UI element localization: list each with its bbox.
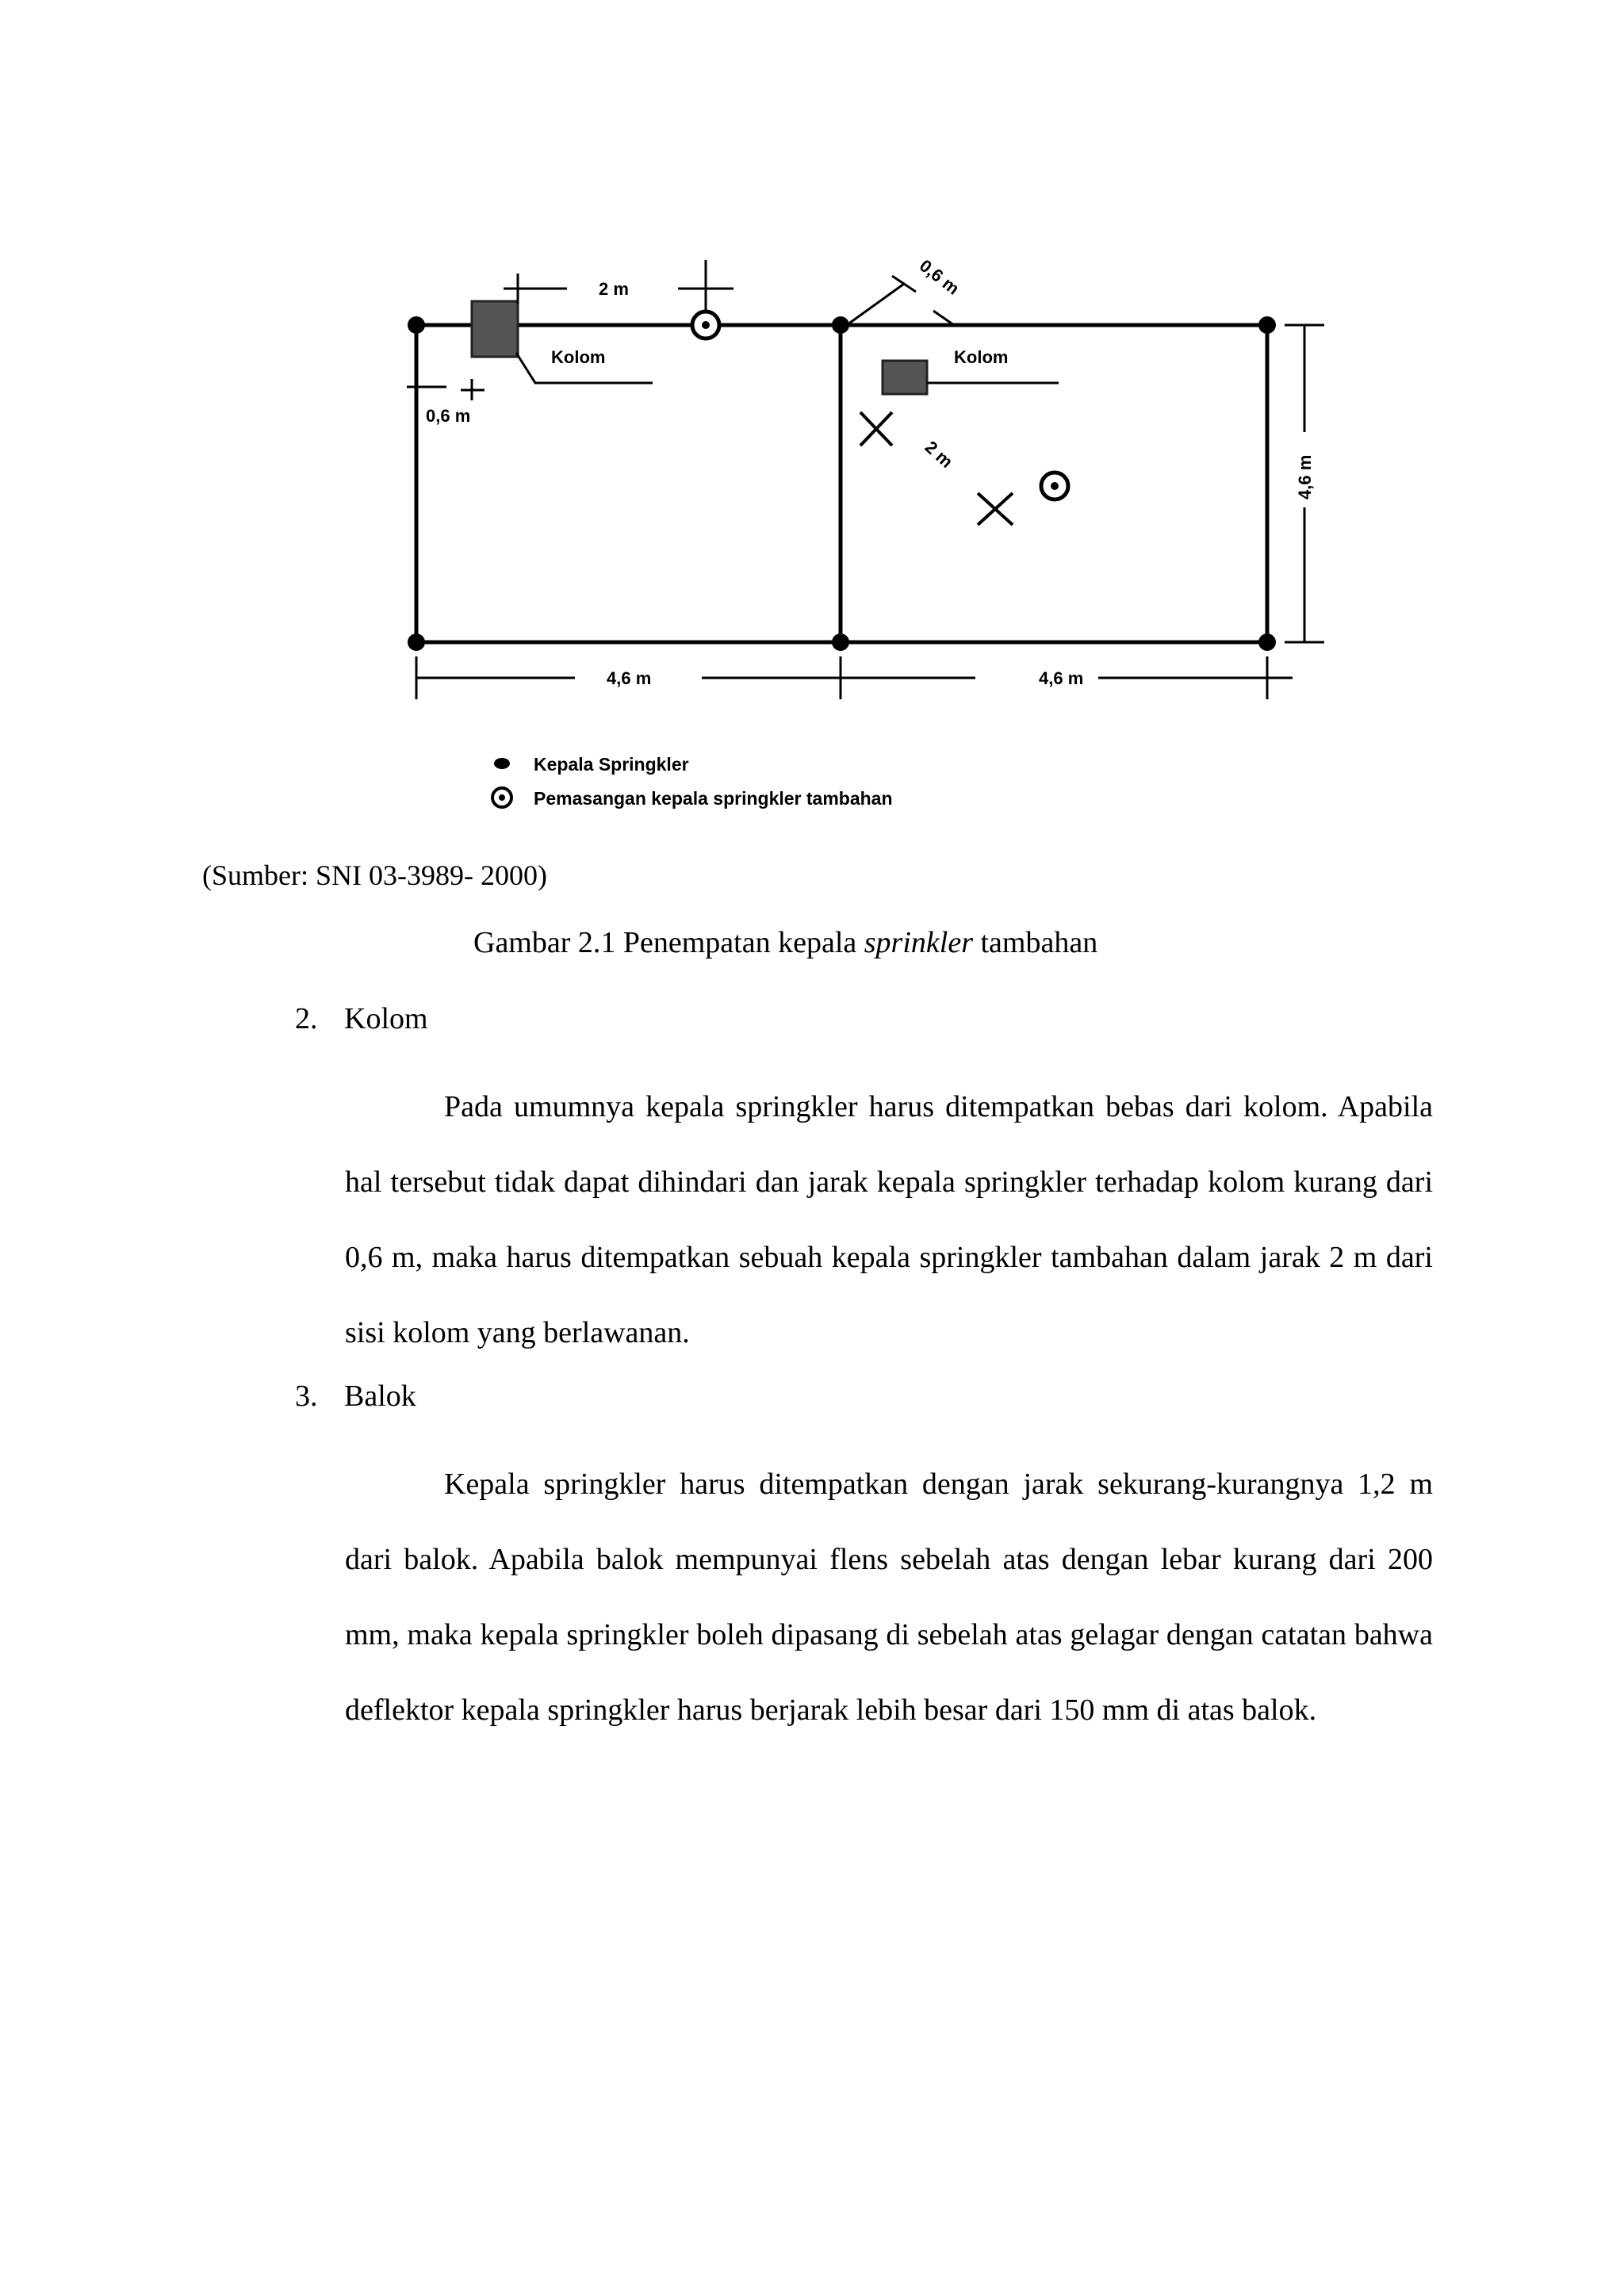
caption-italic-term: sprinkler [864, 926, 973, 959]
label-left-06m: 0,6 m [426, 406, 471, 426]
additional-sprinkler-head [1041, 473, 1068, 499]
sprinkler-head [408, 633, 425, 651]
label-bottom-right-46m: 4,6 m [1039, 668, 1084, 688]
section-number: 3. [295, 1380, 318, 1413]
figure-source: (Sumber: SNI 03-3989- 2000) [202, 859, 547, 891]
section-heading-kolom [295, 1004, 428, 1034]
additional-sprinkler-head [692, 312, 719, 339]
label-kolom-right: Kolom [954, 347, 1009, 367]
sprinkler-head [1258, 633, 1276, 651]
caption-suffix: tambahan [972, 926, 1098, 959]
legend-dot-icon [494, 758, 510, 769]
figure-caption [473, 928, 1097, 958]
legend-item-additional-sprinkler: Pemasangan kepala springkler tambahan [534, 788, 893, 809]
caption-prefix: Gambar 2.1 Penempatan kepala [473, 926, 864, 959]
sprinkler-head [832, 633, 849, 651]
section-paragraph-kolom: Pada umumnya kepala springkler harus ditempatkan bebas dari kolom. Apabila hal tersebut tidak dapat dihindari dan jarak kepala springkler terhadap kolom kurang dari 0,6 m, maka harus ditempatkan sebuah kepala springkler tambahan dalam jarak 2 m dari sisi kolom yang berlawanan. [345, 1090, 1433, 1349]
sprinkler-head [1258, 316, 1276, 334]
section-number: 2. [295, 1002, 318, 1035]
column-left [472, 301, 518, 357]
section-paragraph-balok: Kepala springkler harus ditempatkan dengan jarak sekurang-kurangnya 1,2 m dari balok. Apabila balok mempunyai flens sebelah atas dengan lebar kurang dari 200 mm, maka kepala springkler boleh dipasang di sebelah atas gelagar dengan catatan bahwa deflektor kepala springkler harus berjarak lebih besar dari 150 mm di atas balok. [345, 1468, 1433, 1727]
sprinkler-head [408, 316, 425, 334]
sprinkler-head [832, 316, 849, 334]
label-top-2m: 2 m [599, 279, 629, 299]
section-heading-balok [295, 1381, 416, 1411]
sprinkler-placement-figure [337, 238, 1384, 825]
legend-additional-sprinkler-icon [492, 788, 511, 807]
label-bottom-left-46m: 4,6 m [607, 668, 652, 688]
label-diag-2m: 2 m [921, 437, 957, 473]
label-right-46m: 4,6 m [1295, 454, 1315, 499]
room-left [416, 325, 841, 642]
section-title: Balok [344, 1380, 416, 1413]
section-title: Kolom [344, 1002, 428, 1035]
sprinkler-diagram [337, 238, 1384, 825]
legend-item-sprinkler-head: Kepala Springkler [534, 754, 689, 775]
label-diag-06m: 0,6 m [915, 255, 963, 299]
label-kolom-left: Kolom [551, 347, 606, 367]
column-right [883, 361, 927, 394]
